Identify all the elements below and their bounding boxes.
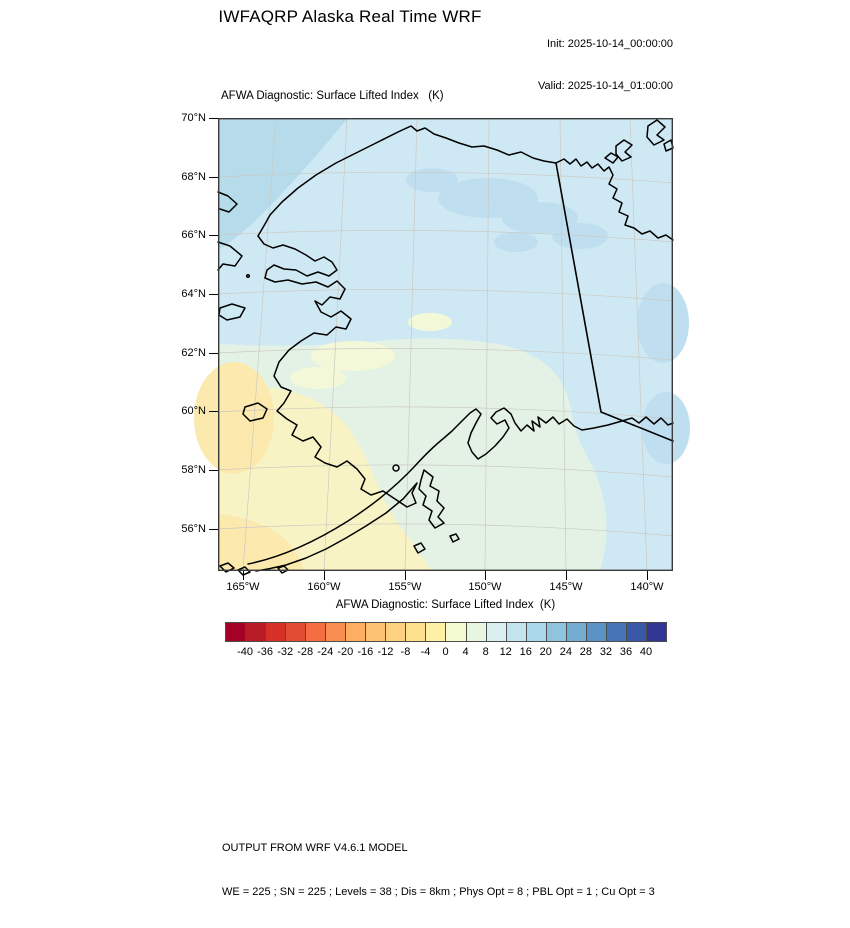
colorbar-cell: [527, 623, 546, 641]
colorbar-cell: [346, 623, 365, 641]
colorbar-tick-label: 40: [639, 646, 653, 658]
colorbar-tick-label: -16: [357, 646, 374, 658]
cream-patch: [408, 313, 452, 331]
footer-line1: OUTPUT FROM WRF V4.6.1 MODEL: [222, 842, 408, 854]
lon-tick-label: 140°W: [630, 581, 664, 593]
colorbar-cell: [507, 623, 526, 641]
alaska-map: [218, 118, 673, 571]
colorbar-tick-label: 4: [462, 646, 469, 658]
lat-tick-label: 66°N: [181, 229, 206, 241]
model-footer: [222, 812, 655, 928]
colorbar-cell: [627, 623, 646, 641]
colorbar-cell: [386, 623, 405, 641]
lat-tick: [209, 294, 218, 295]
colorbar-cell: [467, 623, 486, 641]
cream-patch: [290, 367, 346, 389]
colorbar-tick-label: 16: [519, 646, 532, 658]
colorbar-cell: [647, 623, 666, 641]
lat-tick: [209, 529, 218, 530]
colorbar-tick-label: -12: [377, 646, 394, 658]
colorbar-tick-label: 8: [482, 646, 489, 658]
north-patch: [552, 223, 608, 249]
page-title: IWFAQRP Alaska Real Time WRF: [218, 7, 482, 26]
contour-fill-layer: [194, 118, 690, 571]
lat-tick-label: 64°N: [181, 288, 206, 300]
lat-tick-label: 62°N: [181, 347, 206, 359]
colorbar-tick-label: -4: [420, 646, 431, 658]
right-patch: [642, 392, 690, 464]
colorbar-cell: [567, 623, 586, 641]
colorbar-tick-label: -40: [237, 646, 253, 658]
footer-line2: WE = 225 ; SN = 225 ; Levels = 38 ; Dis = 8km ; Phys Opt = 8 ; PBL Opt = 1 ; Cu Opt = 3: [222, 885, 655, 898]
lon-tick-label: 155°W: [388, 581, 422, 593]
lat-tick-label: 60°N: [181, 405, 206, 417]
lat-tick: [209, 177, 218, 178]
colorbar-cell: [426, 623, 445, 641]
colorbar-cell: [226, 623, 245, 641]
colorbar-cell: [266, 623, 285, 641]
colorbar-tick-label: -28: [297, 646, 314, 658]
colorbar-cell: [286, 623, 305, 641]
lon-tick: [566, 571, 567, 580]
colorbar-tick-label: 28: [579, 646, 593, 658]
lat-tick-label: 58°N: [181, 464, 206, 476]
colorbar-cell: [547, 623, 566, 641]
lat-tick: [209, 353, 218, 354]
colorbar-tick-label: 20: [539, 646, 552, 658]
right-patch: [637, 283, 689, 363]
colorbar-cell: [306, 623, 325, 641]
colorbar-tick-label: 24: [559, 646, 572, 658]
init-time: Init: 2025-10-14_00:00:00: [547, 38, 673, 50]
map-panel: [218, 118, 673, 571]
lon-tick: [405, 571, 406, 580]
colorbar-cell: [246, 623, 265, 641]
lon-tick-label: 145°W: [549, 581, 583, 593]
colorbar-cell: [366, 623, 385, 641]
cream-patch: [311, 341, 395, 371]
lat-tick: [209, 470, 218, 471]
valid-time: Valid: 2025-10-14_01:00:00: [538, 80, 673, 92]
colorbar-tick-label: -24: [317, 646, 334, 658]
lon-tick: [324, 571, 325, 580]
lon-tick: [485, 571, 486, 580]
lon-tick-label: 160°W: [307, 581, 341, 593]
colorbar-tick-label: 36: [619, 646, 633, 658]
colorbar-tick-label: -20: [337, 646, 354, 658]
lon-tick-label: 165°W: [226, 581, 260, 593]
lon-tick: [243, 571, 244, 580]
colorbar-cell: [587, 623, 606, 641]
colorbar-cell: [607, 623, 626, 641]
colorbar-cell: [487, 623, 506, 641]
colorbar-cell: [406, 623, 425, 641]
colorbar-title: AFWA Diagnostic: Surface Lifted Index (K): [335, 599, 556, 611]
colorbar: [225, 622, 667, 642]
colorbar-tick-label: 12: [499, 646, 512, 658]
lat-tick: [209, 411, 218, 412]
colorbar-tick-label: 32: [599, 646, 613, 658]
lon-tick: [647, 571, 648, 580]
colorbar-tick-label: 0: [442, 646, 449, 658]
diagnostic-title: AFWA Diagnostic: Surface Lifted Index (K): [221, 90, 444, 102]
lat-tick-label: 56°N: [181, 523, 206, 535]
colorbar-cell: [446, 623, 465, 641]
colorbar-tick-label: -8: [400, 646, 411, 658]
lat-tick-label: 70°N: [181, 112, 206, 124]
north-patch: [406, 168, 458, 192]
lat-tick-label: 68°N: [181, 171, 206, 183]
run-times: [538, 9, 673, 121]
colorbar-tick-label: -32: [277, 646, 294, 658]
lon-tick-label: 150°W: [468, 581, 502, 593]
lat-tick: [209, 235, 218, 236]
colorbar-cell: [326, 623, 345, 641]
north-patch: [494, 232, 538, 252]
lat-tick: [209, 118, 218, 119]
colorbar-tick-label: -36: [257, 646, 274, 658]
